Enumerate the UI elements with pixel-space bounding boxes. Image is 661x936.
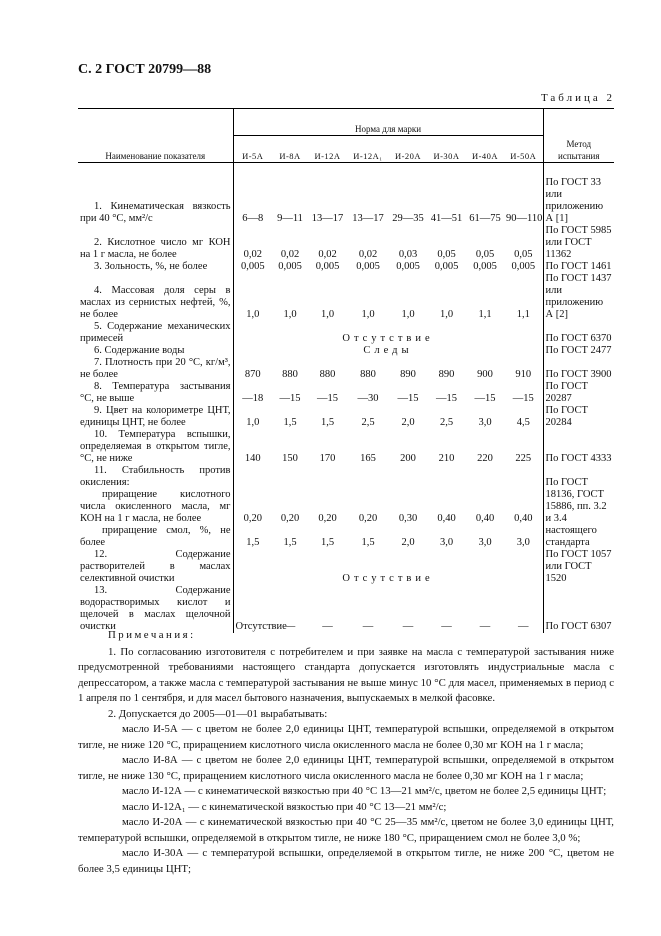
cell-value: 0,005	[356, 261, 380, 272]
cell-value: 870	[244, 369, 261, 380]
cell-value: —	[322, 621, 333, 632]
cell-value: 0,05	[475, 249, 495, 260]
row-name: 7. Плотность при 20 °С, кг/м³, не более	[78, 357, 233, 381]
cell-value: 0,20	[318, 513, 337, 524]
cell-value: 880	[319, 369, 336, 380]
table-row	[78, 525, 614, 549]
table-row	[78, 585, 614, 633]
cell-value: 0,005	[278, 261, 302, 272]
column-header-method: Метод испытания	[543, 109, 614, 163]
cell-value: 1,0	[401, 309, 415, 320]
row-span-value: Отсутствие	[342, 573, 434, 584]
grade-header: И-12А₁	[347, 136, 389, 163]
cell-value: 13—17	[352, 213, 384, 224]
cell-value: 2,5	[361, 417, 375, 428]
cell-value: 140	[244, 453, 261, 464]
table-row	[78, 273, 614, 321]
table-row	[78, 381, 614, 405]
row-method: По ГОСТ 1057 или ГОСТ 1520	[543, 549, 614, 585]
table-row	[78, 177, 614, 225]
cell-value: 0,40	[475, 513, 495, 524]
cell-value: 220	[477, 453, 493, 464]
cell-value: 1,5	[320, 417, 335, 428]
cell-value: 210	[438, 453, 455, 464]
cell-value: 13—17	[311, 213, 344, 224]
row-method: По ГОСТ 20287	[543, 381, 614, 405]
cell-value: 2,0	[401, 417, 415, 428]
cell-value: 3,0	[439, 537, 454, 548]
cell-value: 6—8	[242, 213, 264, 224]
cell-value: 0,02	[243, 249, 262, 260]
grade-header: И-12А	[308, 136, 347, 163]
table-row	[78, 345, 614, 357]
cell-value: 3,0	[478, 537, 492, 548]
cell-value: 1,0	[320, 309, 335, 320]
cell-value: 1,5	[283, 537, 297, 548]
cell-value: 170	[319, 453, 336, 464]
cell-value: 1,5	[283, 417, 297, 428]
table-row	[78, 429, 614, 465]
cell-value: 1,1	[478, 309, 492, 320]
table-row	[78, 549, 614, 585]
cell-value: 0,30	[398, 513, 418, 524]
row-name: 6. Содержание воды	[78, 345, 233, 357]
cell-value: 225	[515, 453, 532, 464]
cell-value: 3,0	[478, 417, 492, 428]
cell-value: 61—75	[469, 213, 501, 224]
cell-value: 165	[360, 453, 376, 464]
cell-value: 2,0	[401, 537, 415, 548]
note-2-item: масло И-5А — с цветом не более 2,0 единицы ЦНТ, температурой вспышки, определяемой в открытом тигле, не ниже 120 °С, приращением кислотного числа окисленного масла не более 0,30 мг КОН на 1 г масла;	[78, 723, 614, 751]
row-name: 8. Температура застывания °С, не выше	[78, 381, 233, 405]
row-name: приращение смол, %, не более	[78, 525, 233, 549]
row-span-value: Следы	[363, 345, 413, 356]
column-header-name: Наименование показателя	[78, 109, 233, 163]
cell-value: 910	[515, 369, 532, 380]
row-span-value: Отсутствие	[342, 333, 434, 344]
cell-value: 1,0	[246, 417, 260, 428]
table-row	[78, 405, 614, 429]
cell-value: 0,20	[280, 513, 300, 524]
cell-value: 3,0	[516, 537, 530, 548]
table-row	[78, 261, 614, 273]
note-2-item: масло И-8А — с цветом не более 2,0 единицы ЦНТ, температурой вспышки, определяемой в открытом тигле, не ниже 130 °С, приращением кислотного числа окисленного масла не более 0,30 мг КОН на 1 г масла;	[78, 754, 614, 782]
row-name: приращение кислотного числа окисленного масла, мг КОН на 1 г масла, не более	[78, 489, 233, 525]
cell-value: 880	[282, 369, 298, 380]
cell-value: 0,005	[434, 261, 459, 272]
cell-value: 1,0	[439, 309, 454, 320]
grade-header: И-8А	[272, 136, 308, 163]
row-method: По ГОСТ 18136, ГОСТ 15886, пп. 3.2 и 3.4 настоящего стандарта	[543, 465, 614, 549]
note-2-item: масло И-12А₁ — с кинематической вязкостью при 40 °С 13—21 мм²/с;	[122, 800, 447, 813]
grade-header: И-50А	[504, 136, 543, 163]
cell-value: 150	[282, 453, 298, 464]
row-name: 10. Температура вспышки, определяемая в открытом тигле, °С, не ниже	[78, 429, 233, 465]
cell-value: 0,005	[396, 261, 420, 272]
notes-block	[78, 628, 614, 877]
cell-value: —	[441, 621, 452, 632]
row-name: 2. Кислотное число мг КОН на 1 г масла, не более	[78, 225, 233, 261]
cell-value: —15	[279, 393, 301, 404]
row-name: 5. Содержание механических примесей	[78, 321, 233, 345]
cell-value: —18	[242, 393, 264, 404]
row-method: По ГОСТ 3900	[543, 357, 614, 381]
cell-value: 880	[360, 369, 376, 380]
column-header-norm: Норма для марки	[233, 109, 543, 136]
cell-value: —15	[436, 393, 457, 404]
cell-value: Отсутствие	[235, 621, 287, 632]
cell-value: 0,005	[511, 261, 536, 272]
empty-cell	[233, 465, 543, 489]
cell-value: —	[518, 621, 529, 632]
table-row	[78, 357, 614, 381]
specification-table	[78, 108, 614, 633]
cell-value: 0,02	[358, 249, 378, 260]
cell-value: 1,5	[246, 537, 260, 548]
cell-value: 0,40	[514, 513, 533, 524]
cell-value: —30	[357, 393, 379, 404]
cell-value: 0,20	[243, 513, 262, 524]
cell-value: —15	[474, 393, 496, 404]
cell-value: —	[284, 621, 296, 632]
cell-value: 0,05	[437, 249, 456, 260]
row-method: По ГОСТ 33 или приложению А [1]	[543, 177, 614, 225]
cell-value: 1,5	[320, 537, 335, 548]
cell-value: 29—35	[392, 213, 424, 224]
cell-value: 90—110	[506, 213, 543, 224]
cell-value: 1,0	[246, 309, 260, 320]
cell-value: 1,0	[361, 309, 375, 320]
cell-value: 890	[438, 369, 455, 380]
cell-value: 1,1	[516, 309, 530, 320]
table-row	[78, 321, 614, 345]
cell-value: 1,0	[283, 309, 297, 320]
note-2-items	[78, 722, 614, 877]
grade-header: И-20А	[389, 136, 427, 163]
cell-value: 2,5	[439, 417, 454, 428]
row-method: По ГОСТ 20284	[543, 405, 614, 429]
cell-value: 0,40	[437, 513, 456, 524]
row-method: По ГОСТ 1437 или приложению А [2]	[543, 273, 614, 321]
cell-value: —	[479, 621, 491, 632]
cell-value: 4,5	[516, 417, 530, 428]
row-method: По ГОСТ 2477	[543, 345, 614, 357]
cell-value: —15	[317, 393, 338, 404]
cell-value: 1,5	[361, 537, 375, 548]
cell-value: —	[402, 621, 414, 632]
cell-value: 0,005	[240, 261, 265, 272]
row-method: По ГОСТ 5985 или ГОСТ 11362	[543, 225, 614, 261]
cell-value: 0,05	[514, 249, 533, 260]
grade-header: И-5А	[233, 136, 272, 163]
table-row	[78, 489, 614, 525]
note-2: 2. Допускается до 2005—01—01 вырабатывать:	[108, 707, 328, 720]
row-method: По ГОСТ 6370	[543, 321, 614, 345]
note-2-item: масло И-12А — с кинематической вязкостью при 40 °С 13—21 мм²/с, цветом не более 2,5 единицы ЦНТ;	[122, 785, 607, 797]
row-name: 1. Кинематическая вязкость при 40 °С, мм²/с	[78, 177, 233, 225]
table-row	[78, 465, 614, 489]
row-name: 13. Содержание водорастворимых кислот и щелочей в маслах щелочной очистки	[78, 585, 233, 633]
cell-value: 41—51	[430, 213, 463, 224]
row-name: 9. Цвет на колориметре ЦНТ, единицы ЦНТ, не более	[78, 405, 233, 429]
cell-value: —15	[397, 393, 419, 404]
row-method: По ГОСТ 4333	[543, 429, 614, 465]
row-name: 3. Зольность, %, не более	[78, 261, 233, 273]
cell-value: —15	[512, 393, 534, 404]
cell-value: 0,03	[398, 249, 418, 260]
cell-value: —	[362, 621, 374, 632]
row-name: 4. Массовая доля серы в маслах из сернистых нефтей, %, не более	[78, 273, 233, 321]
cell-value: 0,005	[473, 261, 497, 272]
row-method: По ГОСТ 1461	[543, 261, 614, 273]
table-row	[78, 225, 614, 261]
cell-value: 890	[400, 369, 416, 380]
cell-value: 0,02	[280, 249, 300, 260]
grade-header: И-40А	[466, 136, 504, 163]
cell-value: 0,02	[318, 249, 337, 260]
row-name: 12. Содержание растворителей в маслах селективной очистки	[78, 549, 233, 585]
note-2-item: масло И-30А — с температурой вспышки, определяемой в открытом тигле, не ниже 200 °С, цветом не более 3,5 единицы ЦНТ;	[78, 847, 614, 875]
cell-value: 9—11	[277, 213, 303, 224]
notes-title: Примечания:	[108, 629, 196, 641]
note-2-item: масло И-20А — с кинематической вязкостью при 40 °С 25—35 мм²/с, цветом не более 3,0 единицы ЦНТ, температурой вспышки, определяемой в открытом тигле, не ниже 180 °С, приращением смол не более 3,0 %;	[78, 816, 614, 844]
cell-value: 200	[400, 453, 416, 464]
cell-value: 0,005	[315, 261, 340, 272]
table-caption: Таблица 2	[540, 92, 615, 104]
grade-header: И-30А	[427, 136, 466, 163]
cell-value: 0,20	[358, 513, 378, 524]
note-1: 1. По согласованию изготовителя с потребителем и при заявке на масла с температурой застывания ниже предусмотренной требованиями настоящего стандарта допускается изготовлять индустриальные масла с депрессатором, а также масла с температурой застывания не выше минус 10 °С для масел, применяемых в период с 1 апреля по 1 сентября, и для масел бытового назначения, выпускаемых в мелкой фасовке.	[78, 645, 614, 704]
page-header: С. 2 ГОСТ 20799—88	[78, 62, 212, 77]
cell-value: 900	[477, 369, 493, 380]
row-name: 11. Стабильность против окисления:	[78, 465, 233, 489]
row-method: По ГОСТ 6307	[543, 585, 614, 633]
